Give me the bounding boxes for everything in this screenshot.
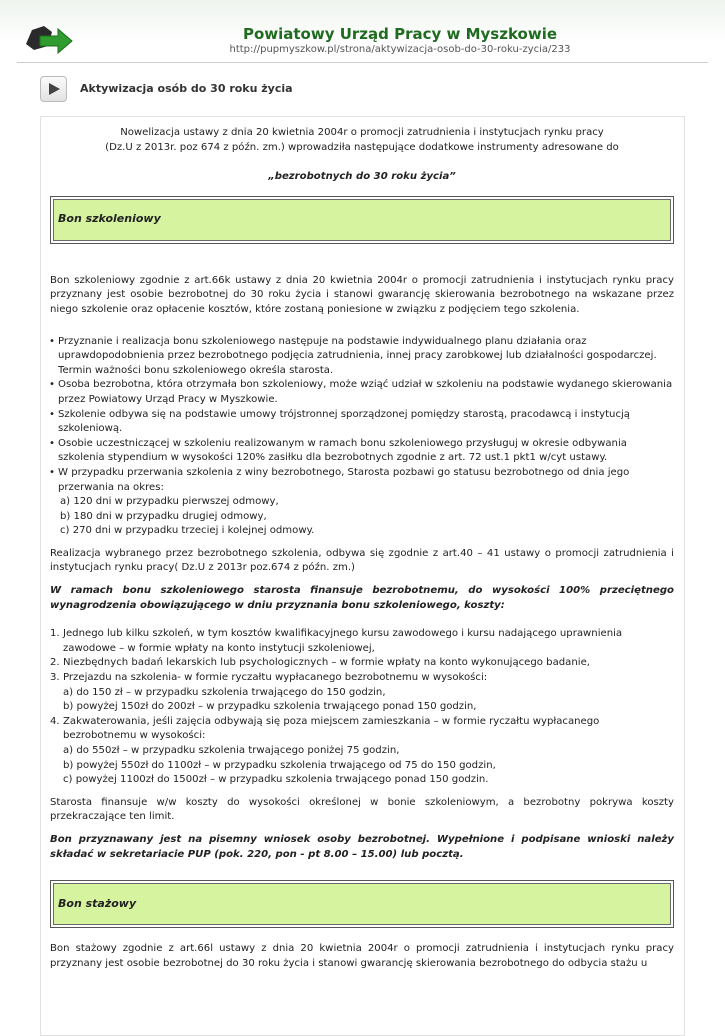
list-item [50, 671, 674, 715]
cost-sub-item: a) do 550zł – w przypadku szkolenia trwającego poniżej 75 godzin, [63, 745, 400, 756]
costs-list [50, 627, 674, 788]
intro-line-1: Nowelizacja ustawy z dnia 20 kwietnia 2004r o promocji zatrudnienia i instytucjach rynku pracy [120, 127, 604, 138]
cost-text: Przejazdu na szkolenia- w formie ryczałtu wypłacanego bezrobotnemu w wysokości: [63, 672, 488, 684]
cost-sub-item: b) powyżej 150zł do 200zł – w przypadku szkolenia trwającego ponad 150 godzin, [63, 701, 477, 713]
page-title-button[interactable] [40, 76, 67, 102]
cost-sub-item: a) do 150 zł – w przypadku szkolenia trwającego do 150 godzin, [63, 686, 386, 698]
list-item: • W przypadku przerwania szkolenia z winy bezrobotnego, Starosta pozbawi go statusu bezrobotnego od dnia jego przerwania na okres: [50, 466, 674, 495]
section-heading-bon-szkoleniowy: Bon szkoleniowy [53, 199, 671, 241]
page-title: Aktywizacja osób do 30 roku życia [80, 82, 293, 95]
play-arrow-icon [49, 83, 60, 95]
header-divider [17, 62, 708, 63]
cost-sub-item: c) powyżej 1100zł do 1500zł – w przypadku szkolenia trwającego ponad 150 godzin. [63, 774, 489, 786]
starosta-limit-note: Starosta finansuje w/w koszty do wysokości określonej w bonie szkoleniowym, a bezrobotny pokrywa koszty przekraczające ten limit. [50, 796, 674, 823]
list-item [50, 627, 674, 656]
cost-text: Niezbędnych badań lekarskich lub psychologicznych – w formie wpłaty na konto wykonującego badanie, [63, 657, 590, 669]
site-url: http://pupmyszkow.pl/strona/aktywizacja-osob-do-30-roku-zycia/233 [229, 44, 571, 55]
site-header [0, 0, 725, 62]
bon-stazowy-intro: Bon stażowy zgodnie z art.66l ustawy z dnia 20 kwietnia 2004r o promocji zatrudnienia i instytucjach rynku pracy przyznany jest osobie bezrobotnej do 30 roku życia i stanowi gwarancję skierowania bezrobotnego do odbycia stażu u [50, 943, 674, 969]
application-note: Bon przyznawany jest na pisemny wniosek osoby bezrobotnej. Wypełnione i podpisane wnioski należy składać w sekretariacie PUP (pok. 220, pon - pt 8.00 – 15.00) lub pocztą. [50, 833, 674, 860]
section-heading-box [50, 196, 674, 244]
cost-text: Jednego lub kilku szkoleń, w tym kosztów kwalifikacyjnego kursu zawodowego i kursu nadającego uprawnienia zawodowe – w formie wpłaty na konto instytucji szkoleniowej, [63, 628, 623, 654]
list-number: 1. [50, 628, 60, 640]
article-content [50, 116, 674, 971]
list-item: • Szkolenie odbywa się na podstawie umowy trójstronnej sporządzonej pomiędzy starostą, pracodawcą i instytucją szkoleniową. [50, 408, 674, 437]
list-number: 3. [50, 672, 60, 684]
list-number: 4. [50, 715, 60, 727]
list-number: 2. [50, 657, 60, 669]
list-item: • Przyznanie i realizacja bonu szkoleniowego następuje na podstawie indywidualnego planu działania oraz uprawdopodobnienia przez bezrobotnego podjęcia zatrudnienia, innej pracy zarobkowej lub działalności gospodarczej. Termin ważności bonu szkoleniowego określa starosta. [50, 335, 674, 379]
intro-target: „bezrobotnych do 30 roku życia” [268, 171, 456, 183]
przerwa-item: a) 120 dni w przypadku pierwszej odmowy, [60, 496, 279, 508]
cost-text: Zakwaterowania, jeśli zajęcia odbywają się poza miejscem zamieszkania – w formie ryczałtu wypłacanego bezrobotnemu w wysokości: [63, 715, 600, 742]
list-item [50, 715, 674, 788]
section-heading-bon-stazowy: Bon stażowy [53, 883, 671, 925]
przerwa-item: b) 180 dni w przypadku drugiej odmowy, [60, 510, 267, 522]
list-item [50, 656, 674, 671]
bon-szkoleniowy-rules-list [50, 335, 674, 496]
intro-line-2: (Dz.U z 2013r. poz 674 z późn. zm.) wprowadziła następujące dodatkowe instrumenty adresowane do [105, 141, 619, 153]
site-title[interactable]: Powiatowy Urząd Pracy w Myszkowie [242, 25, 558, 43]
list-item: • Osoba bezrobotna, która otrzymała bon szkoleniowy, może wziąć udział w szkoleniu na podstawie wydanego skierowania przez Powiatowy Urząd Pracy w Myszkowie. [50, 378, 674, 407]
list-item: • Osobie uczestniczącej w szkoleniu realizowanym w ramach bonu szkoleniowego przysługuj w okresie odbywania szkolenia stypendium w wysokości 120% zasiłku dla bezrobotnych zgodnie z art. 72 ust.1 pkt1 w/cyt ustawy. [50, 437, 674, 466]
cost-sub-item: b) powyżej 550zł do 1100zł – w przypadku szkolenia trwającego od 75 do 150 godzin, [63, 759, 496, 771]
bon-szkoleniowy-intro: Bon szkoleniowy zgodnie z art.66k ustawy z dnia 20 kwietnia 2004r o promocji zatrudnienia i instytucjach rynku pracy przyznany jest osobie bezrobotnej do 30 roku życia i stanowi gwarancję skierowania bezrobotnego na wskazane przez niego szkolenie oraz opłacenie kosztów, które zostaną poniesione w związku z podjęciem tego szkolenia. [50, 274, 674, 315]
section-heading-box [50, 880, 674, 928]
bon-szkoleniowy-realizacja: Realizacja wybranego przez bezrobotnego szkolenia, odbywa się zgodnie z art.40 – 41 ustawy o promocji zatrudnienia i instytucjach rynku pracy( Dz.U z 2013r poz.674 z późn. zm.) [50, 547, 674, 574]
finance-heading: W ramach bonu szkoleniowego starosta finansuje bezrobotnemu, do wysokości 100% przeciętnego wynagrodzenia obowiązującego w dniu przyznania bonu szkoleniowego, koszty: [50, 585, 674, 611]
przerwa-item: c) 270 dni w przypadku trzeciej i kolejnej odmowy. [60, 525, 315, 537]
